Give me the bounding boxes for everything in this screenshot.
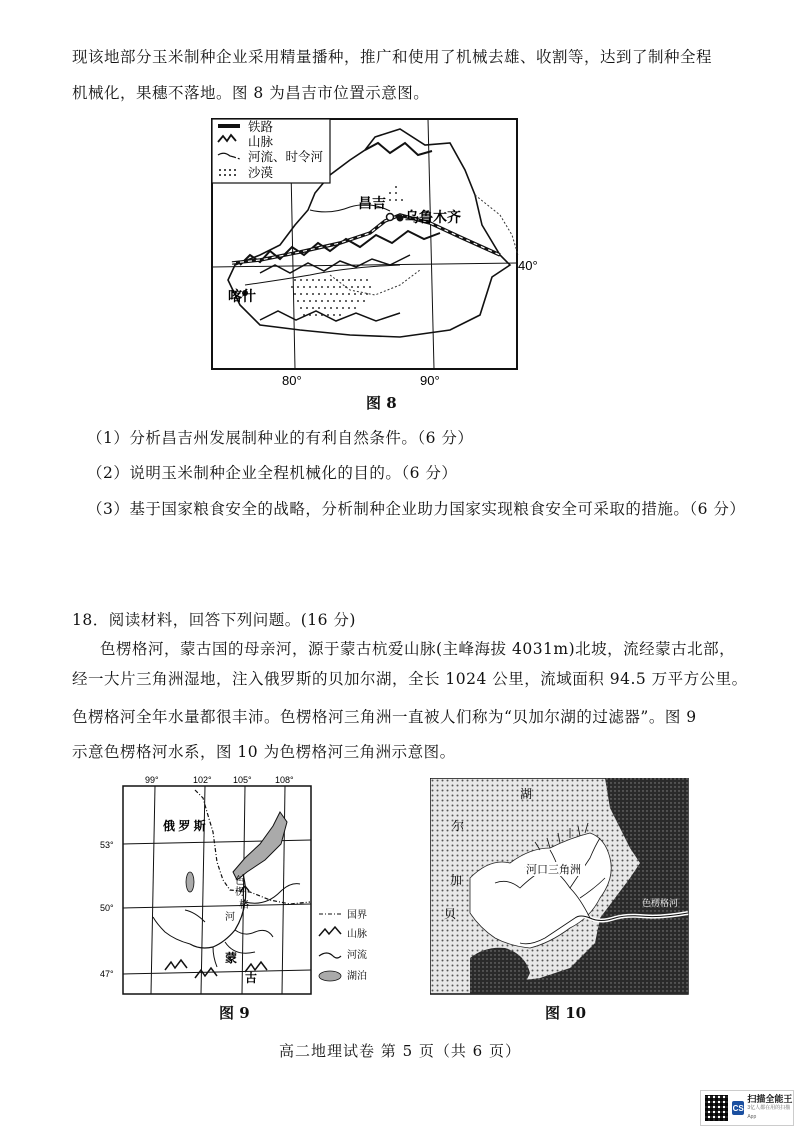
- stamp-title: 扫描全能王: [747, 1093, 793, 1104]
- fig10-char-jia: 加: [450, 873, 463, 887]
- figure-10-caption: 图 10: [545, 1004, 587, 1022]
- intro-line-1: 现该地部分玉米制种企业采用精量播种，推广和使用了机械去雄、收割等，达到了制种全程: [72, 48, 713, 66]
- legend-river: 河流、时令河: [248, 150, 324, 164]
- scanner-watermark: [700, 1090, 794, 1126]
- lat-53: 53°: [100, 840, 114, 850]
- lat-47: 47°: [100, 969, 114, 979]
- page-footer: 高二地理试卷 第 5 页（共 6 页）: [279, 1042, 521, 1060]
- river-label: 色楞格河: [642, 898, 679, 908]
- stamp-subtitle: 3亿人都在用的扫描App: [747, 1104, 791, 1120]
- legend-railway: 铁路: [248, 120, 274, 134]
- lon-108: 108°: [275, 775, 294, 785]
- question-3: （3）基于国家粮食安全的战略，分析制种企业助力国家实现粮食安全可采取的措施。（6 分）: [87, 500, 746, 518]
- q18-para-4: 示意色楞格河水系，图 10 为色楞格河三角洲示意图。: [72, 743, 456, 761]
- lon-105: 105°: [233, 775, 252, 785]
- legend-desert: 沙漠: [248, 166, 274, 180]
- lat-50: 50°: [100, 903, 114, 913]
- q18-para-2: 经一大片三角洲湿地，注入俄罗斯的贝加尔湖，全长 1024 公里，流域面积 94.5 万平方公里。: [72, 670, 748, 688]
- lon-102: 102°: [193, 775, 212, 785]
- legend-mountain: 山脉: [347, 929, 367, 940]
- figure-9-caption: 图 9: [219, 1004, 250, 1022]
- figure-8-caption: 图 8: [366, 394, 397, 412]
- lon-80: 80°: [282, 373, 302, 388]
- river-char-2: 楞: [235, 887, 245, 898]
- river-char-4: 河: [225, 912, 235, 923]
- lon-90: 90°: [420, 373, 440, 388]
- river-char-1: 色: [235, 876, 245, 887]
- legend-border: 国界: [347, 910, 367, 921]
- q18-para-1: 色楞格河，蒙古国的母亲河，源于蒙古杭爱山脉(主峰海拔 4031m)北坡，流经蒙古北部，: [100, 640, 736, 658]
- fig10-char-er: 尔: [452, 819, 465, 833]
- q18-para-3: 色楞格河全年水量都很丰沛。色楞格河三角洲一直被人们称为“贝加尔湖的过滤器”。图 9: [72, 708, 697, 726]
- question-2: （2）说明玉米制种企业全程机械化的目的。（6 分）: [87, 464, 458, 482]
- figure-8-map: [200, 115, 540, 390]
- question-1: （1）分析昌吉州发展制种业的有利自然条件。（6 分）: [87, 429, 474, 447]
- fig10-char-hu: 湖: [520, 787, 533, 801]
- label-russia: 俄 罗 斯: [163, 819, 206, 833]
- legend-mountain: 山脉: [248, 135, 274, 149]
- lon-99: 99°: [145, 775, 159, 785]
- legend-river: 河流: [347, 950, 367, 961]
- legend-lake: 湖泊: [347, 971, 367, 982]
- delta-label: 河口三角洲: [526, 864, 581, 876]
- label-mongolia-1: 蒙: [225, 951, 238, 965]
- label-mongolia-2: 古: [245, 971, 258, 985]
- river-char-3: 格: [239, 900, 249, 911]
- figure-10-map: [430, 778, 690, 996]
- q18-header: 18．阅读材料，回答下列问题。(16 分): [72, 611, 356, 629]
- city-changji: 昌吉: [358, 195, 386, 211]
- city-kashgar: 喀什: [228, 288, 256, 304]
- city-urumqi: 乌鲁木齐: [405, 209, 461, 225]
- fig10-char-bei: 贝: [444, 907, 457, 921]
- qr-code-icon: [705, 1095, 728, 1121]
- intro-line-2: 机械化，果穗不落地。图 8 为昌吉市位置示意图。: [72, 84, 430, 102]
- camscanner-logo-icon: CS: [732, 1101, 744, 1115]
- figure-9-map: [95, 772, 400, 1000]
- lat-40: 40°: [518, 258, 538, 273]
